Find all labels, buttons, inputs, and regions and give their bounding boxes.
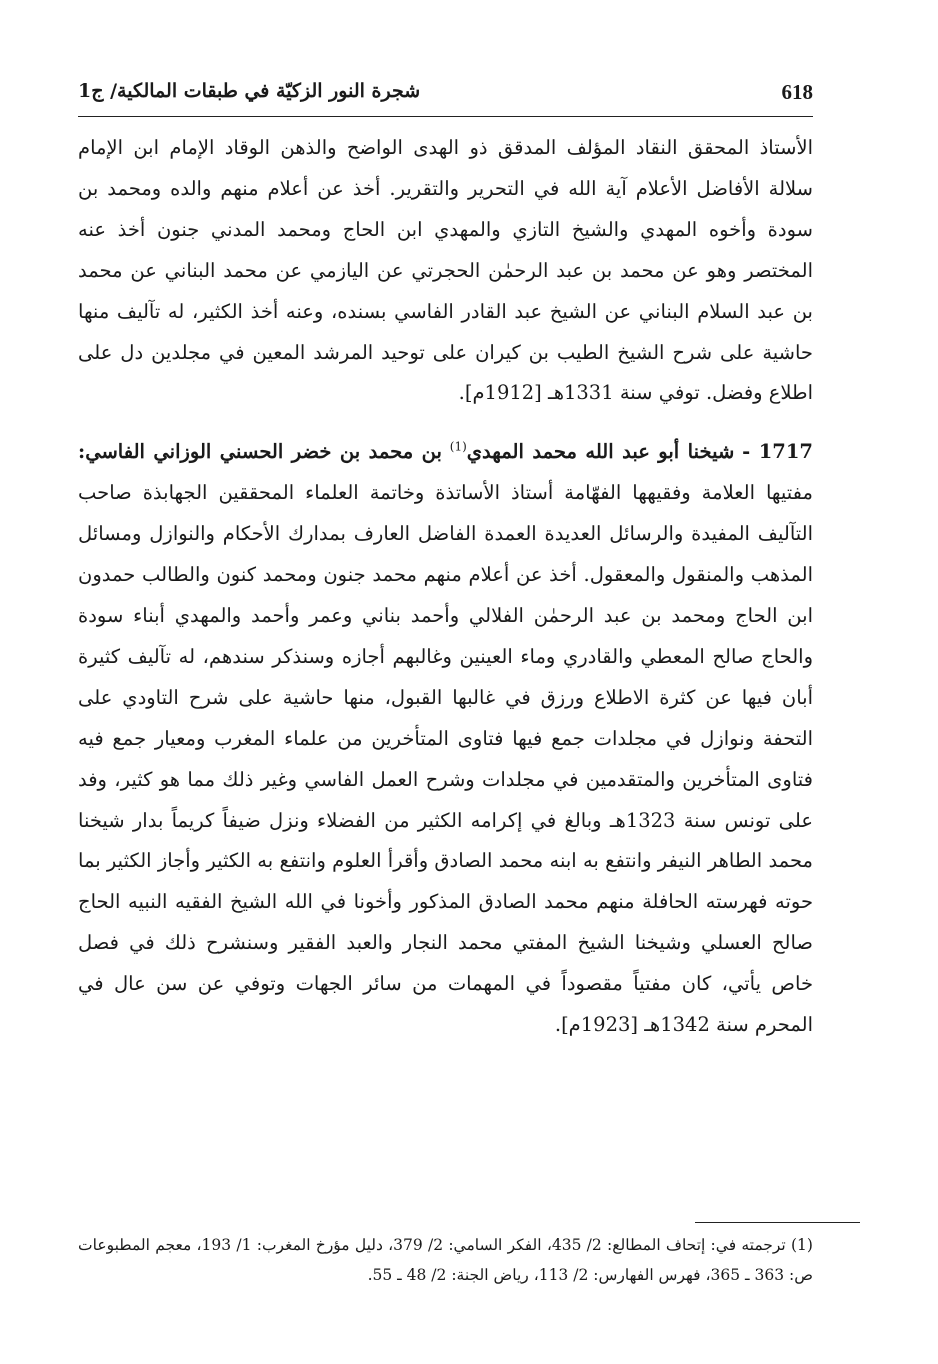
main-text [78,128,813,1046]
entry-continuation: الأستاذ المحقق النقاد المؤلف المدقق ذو الهدى الواضح والذهن الوقاد الإمام ابن الإمام سلالة الأفاضل الأعلام آية الله في التحرير والتقرير. أخذ عن أعلام منهم والده ومحمد بن سودة وأخوه المهدي والشيخ التازي والمهدي ابن الحاج ومحمد المدني جنون أخذ عنه المختصر وهو عن محمد بن عبد الرحمٰن الحجرتي عن اليازمي عن محمد البناني عن محمد بن عبد السلام البناني عن الشيخ عبد القادر الفاسي بسنده، وعنه أخذ الكثير، له تآليف منها حاشية على شرح الشيخ الطيب بن كيران على توحيد المرشد المعين في مجلدين دل على اطلاع وفضل. توفي سنة 1331هـ [1912م]. [78,136,813,405]
footnote-1: (1) ترجمته في: إتحاف المطالع: 2/ 435، الفكر السامي: 2/ 379، دليل مؤرخ المغرب: 1/ 193، معجم المطبوعات ص: 363 ـ 365، فهرس الفهارس: 2/ 113، رياض الجنة: 2/ 48 ـ 55. [78,1236,813,1284]
page-number: 618 [781,80,813,104]
page-header [78,78,813,112]
footnote-divider [695,1222,860,1223]
entry-heading: شيخنا أبو عبد الله محمد المهدي [466,440,735,464]
entry-text: مفتيها العلامة وفقيهها الفهّامة أستاذ الأساتذة وخاتمة العلماء المحققين الجهابذة صاحب التآليف المفيدة والرسائل العديدة العمدة الفاضل العارف بمدارك الأحكام والنوازل ومسائل المذهب والمنقول والمعقول. أخذ عن أعلام منهم محمد جنون ومحمد كنون والطالب حمدون ابن الحاج ومحمد بن عبد الرحمٰن الفلالي وأحمد بناني وعمر وأحمد والمهدي أبناء سودة والحاج صالح المعطي والقادري وماء العينين وغالبهم أجازه وسنذكر سندهم، له تآليف كثيرة أبان فيها عن كثرة الاطلاع ورزق في غالبها القبول، منها حاشية على شرح التاودي على التحفة ونوازل في مجلدات جمع فيها فتاوى المتأخرين من علماء المغرب ومعيار جمع فيه فتاوى المتأخرين والمتقدمين في مجلدات وشرح العمل الفاسي وغير ذلك مما هو كثير، وفد على تونس سنة 1323هـ وبالغ في إكرامه الكثير من الفضلاء ونزل ضيفاً كريماً بدار شيخنا محمد الطاهر النيفر وانتفع به ابنه محمد الصادق وأقرأ العلوم وانتفع به الكثير وأجاز الكثير بما حوته فهرسته الحافلة منهم محمد الصادق المذكور وأخونا في الله الشيخ الفقيه النبيه الحاج صالح العسلي وشيخنا الشيخ المفتي محمد النجار والعبد الفقير وسنشرح ذلك في فصل خاص يأتي، كان مفتياً مقصوداً في المهمات من سائر الجهات وتوفي عن سن عال في المحرم سنة 1342هـ [1923م]. [78,481,814,1037]
footnotes [78,1230,813,1290]
entry-heading-continued: بن محمد بن خضر الحسني الوزاني الفاسي: [78,440,442,464]
entry-1717 [78,432,813,1046]
entry-number: 1717 - [742,440,813,464]
running-title: شجرة النور الزكيّة في طبقات المالكية/ ج1 [78,80,421,102]
header-divider [78,116,813,117]
footnote-reference[interactable]: (1) [449,439,467,454]
